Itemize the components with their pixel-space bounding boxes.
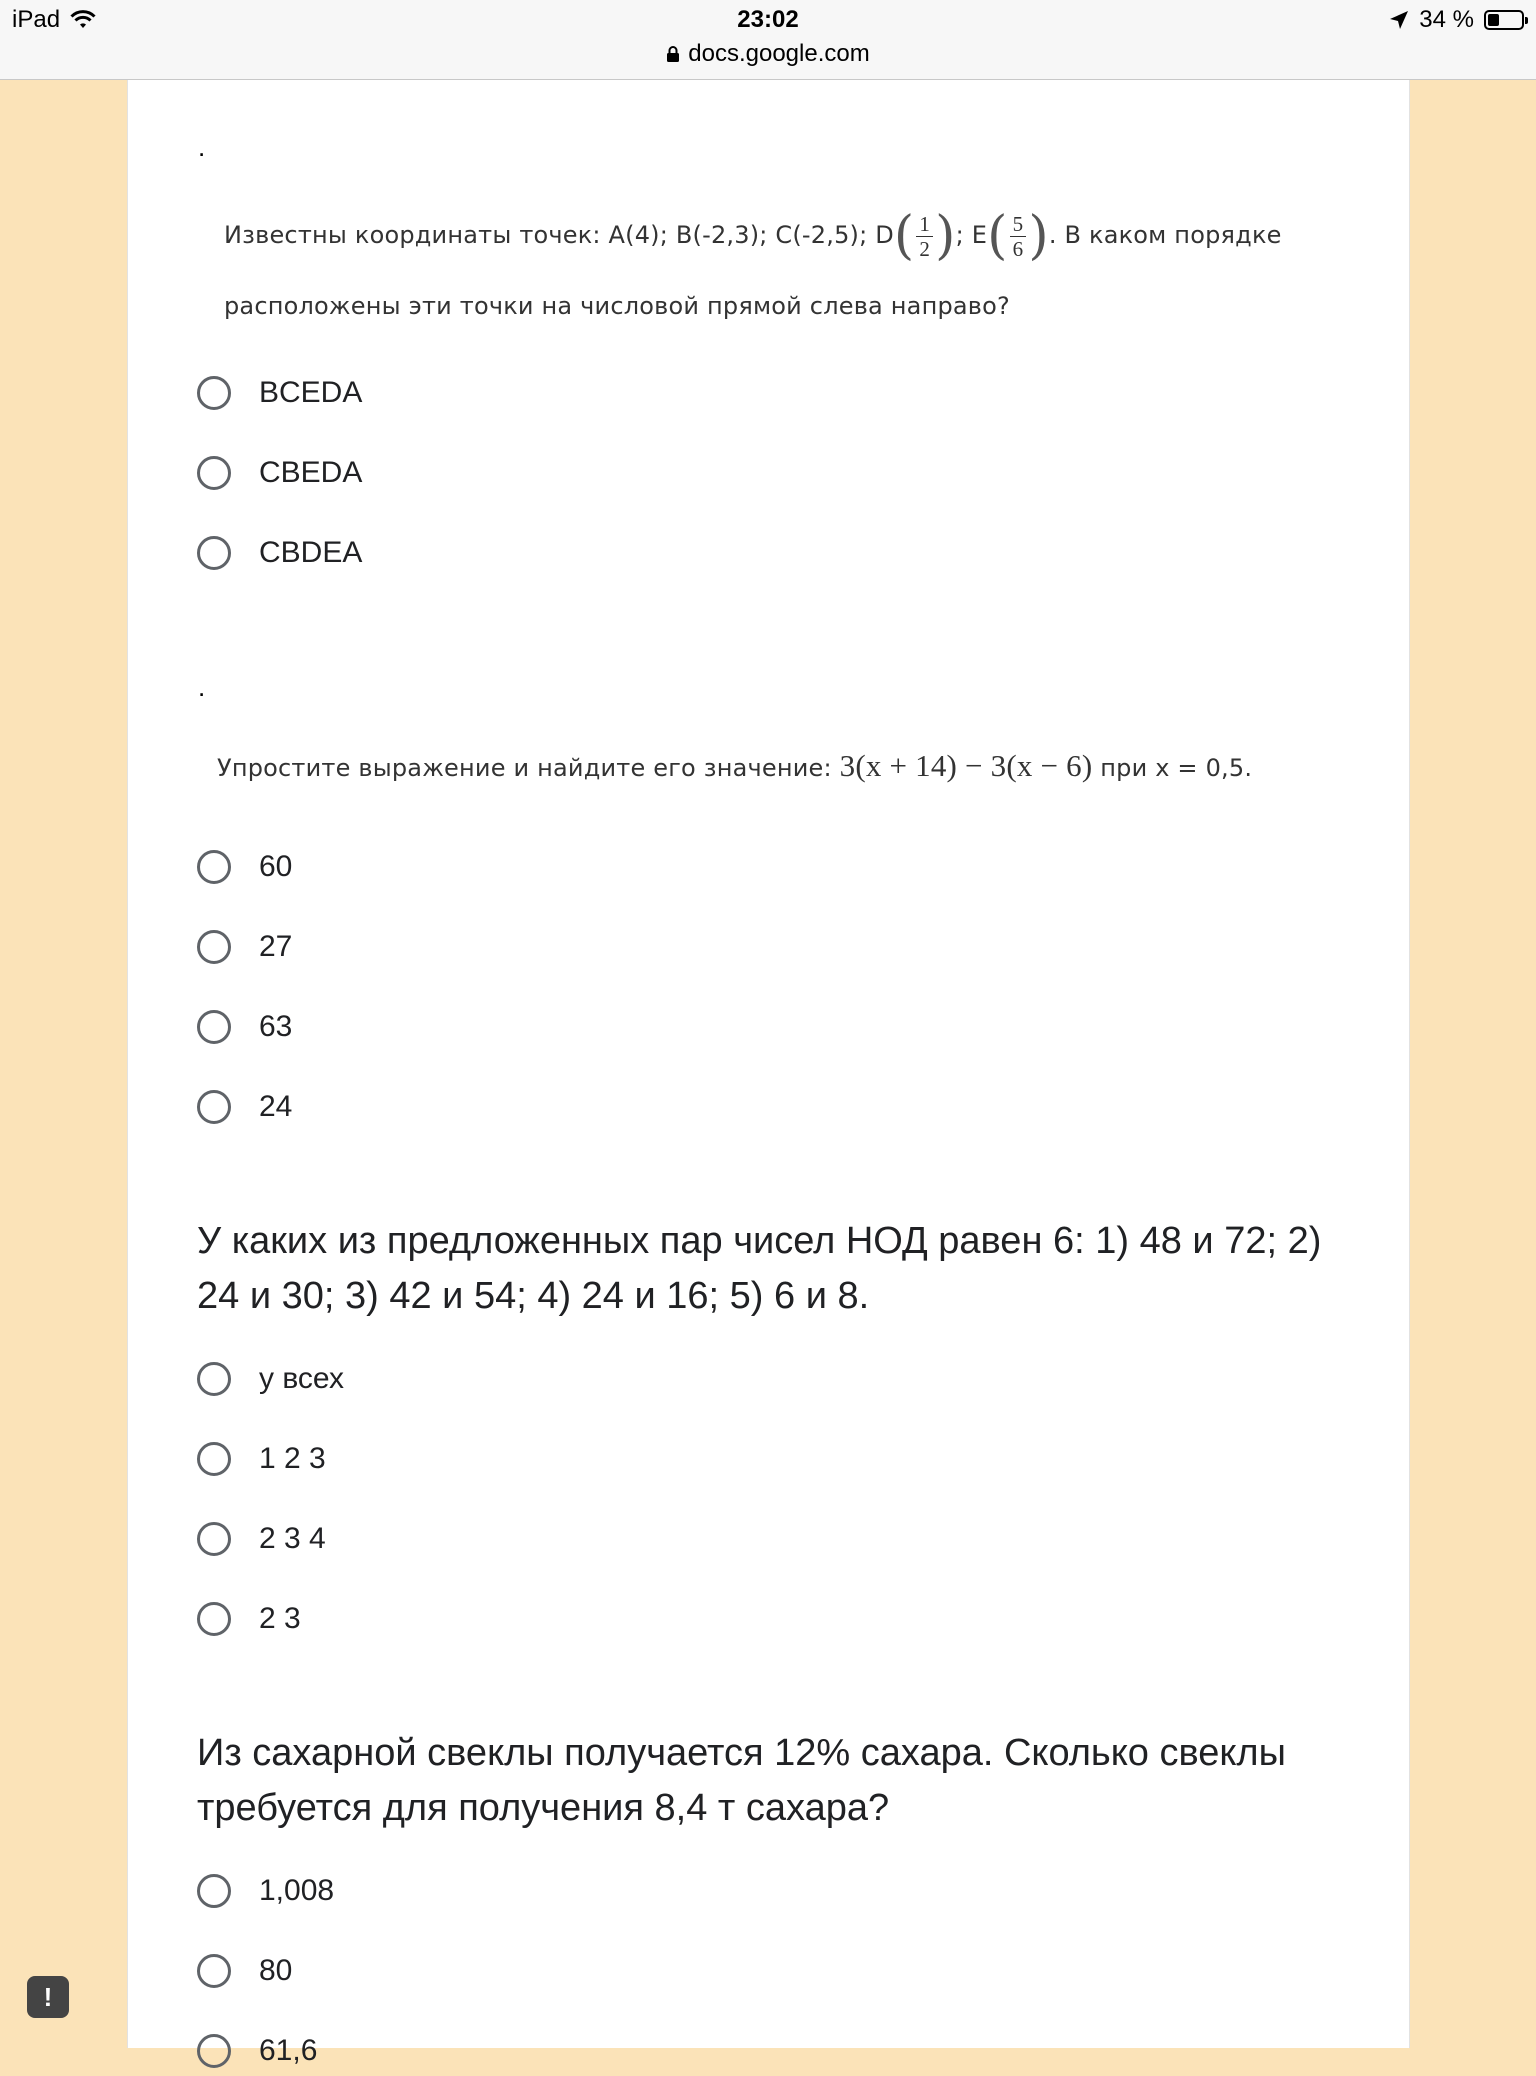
option[interactable] xyxy=(197,1082,292,1132)
option[interactable] xyxy=(197,1514,326,1564)
option-label: BCEDA xyxy=(259,376,363,409)
option-label: CBDEA xyxy=(259,536,363,569)
radio-button[interactable] xyxy=(197,1522,231,1556)
radio-button[interactable] xyxy=(197,1362,231,1396)
option[interactable] xyxy=(197,448,362,498)
radio-button[interactable] xyxy=(197,376,231,410)
option-label: 1,008 xyxy=(259,1874,335,1907)
option[interactable] xyxy=(197,368,362,418)
option[interactable] xyxy=(197,1866,334,1916)
form-page xyxy=(127,80,1410,2067)
radio-button[interactable] xyxy=(197,456,231,490)
battery-percent: 34 % xyxy=(1419,6,1474,33)
url-text: docs.google.com xyxy=(688,40,870,67)
question-title: У каких из предложенных пар чисел НОД равен 6: 1) 48 и 72; 2) 24 и 30; 3) 42 и 54; 4) 24 и 16; 5) 6 и 8. xyxy=(197,1220,1322,1317)
radio-button[interactable] xyxy=(197,1954,231,1988)
option-label: 63 xyxy=(259,1010,293,1043)
lock-icon xyxy=(666,45,680,63)
option[interactable] xyxy=(197,1434,326,1484)
question-title: Из сахарной свеклы получается 12% сахара. Сколько свеклы требуется для получения 8,4 т сахара? xyxy=(197,1732,1286,1829)
exclamation-icon[interactable]: ! xyxy=(27,1976,69,2018)
option-label: 2 3 xyxy=(259,1602,301,1635)
option[interactable] xyxy=(197,1002,292,1052)
question-marker: . xyxy=(198,132,206,162)
radio-button[interactable] xyxy=(197,850,231,884)
option-label: CBEDA xyxy=(259,456,363,489)
option[interactable] xyxy=(197,1594,301,1644)
location-arrow-icon xyxy=(1389,10,1409,30)
battery-fill xyxy=(1488,14,1499,26)
option[interactable] xyxy=(197,2026,317,2076)
question-image: Известны координаты точек: А(4); В(-2,3); С(-2,5); D( $\frac{1}{2}$ ); E( $\frac{5}{6}$ ). В каком порядке xyxy=(224,206,1282,266)
radio-button[interactable] xyxy=(197,2034,231,2068)
option-label: 1 2 3 xyxy=(259,1442,326,1475)
option-label: у всех xyxy=(259,1362,344,1395)
question-image-line2: расположены эти точки на числовой прямой слева направо? xyxy=(224,292,1010,320)
option[interactable] xyxy=(197,922,292,972)
battery-icon xyxy=(1484,10,1524,30)
option-label: 27 xyxy=(259,930,293,963)
option-label: 24 xyxy=(259,1090,293,1123)
status-bar xyxy=(0,0,1536,80)
option[interactable] xyxy=(197,842,292,892)
option-label: 80 xyxy=(259,1954,293,1987)
radio-button[interactable] xyxy=(197,1602,231,1636)
question-marker: . xyxy=(198,672,206,702)
clock: 23:02 xyxy=(737,6,799,33)
radio-button[interactable] xyxy=(197,1010,231,1044)
status-right xyxy=(1389,6,1524,34)
option-label: 61,6 xyxy=(259,2034,318,2067)
radio-button[interactable] xyxy=(197,536,231,570)
option[interactable] xyxy=(197,528,362,578)
option-label: 2 3 4 xyxy=(259,1522,326,1555)
option[interactable] xyxy=(197,1354,344,1404)
device-name: iPad xyxy=(12,6,61,33)
option-label: 60 xyxy=(259,850,293,883)
math-expression: 3(x + 14) − 3(x − 6) xyxy=(839,748,1093,783)
option[interactable] xyxy=(197,1946,292,1996)
radio-button[interactable] xyxy=(197,1874,231,1908)
radio-button[interactable] xyxy=(197,930,231,964)
radio-button[interactable] xyxy=(197,1090,231,1124)
radio-button[interactable] xyxy=(197,1442,231,1476)
address-bar[interactable] xyxy=(0,40,1536,68)
question-image: Упростите выражение и найдите его значение: 3(x + 14) − 3(x − 6) при х = 0,5. xyxy=(217,748,1253,783)
